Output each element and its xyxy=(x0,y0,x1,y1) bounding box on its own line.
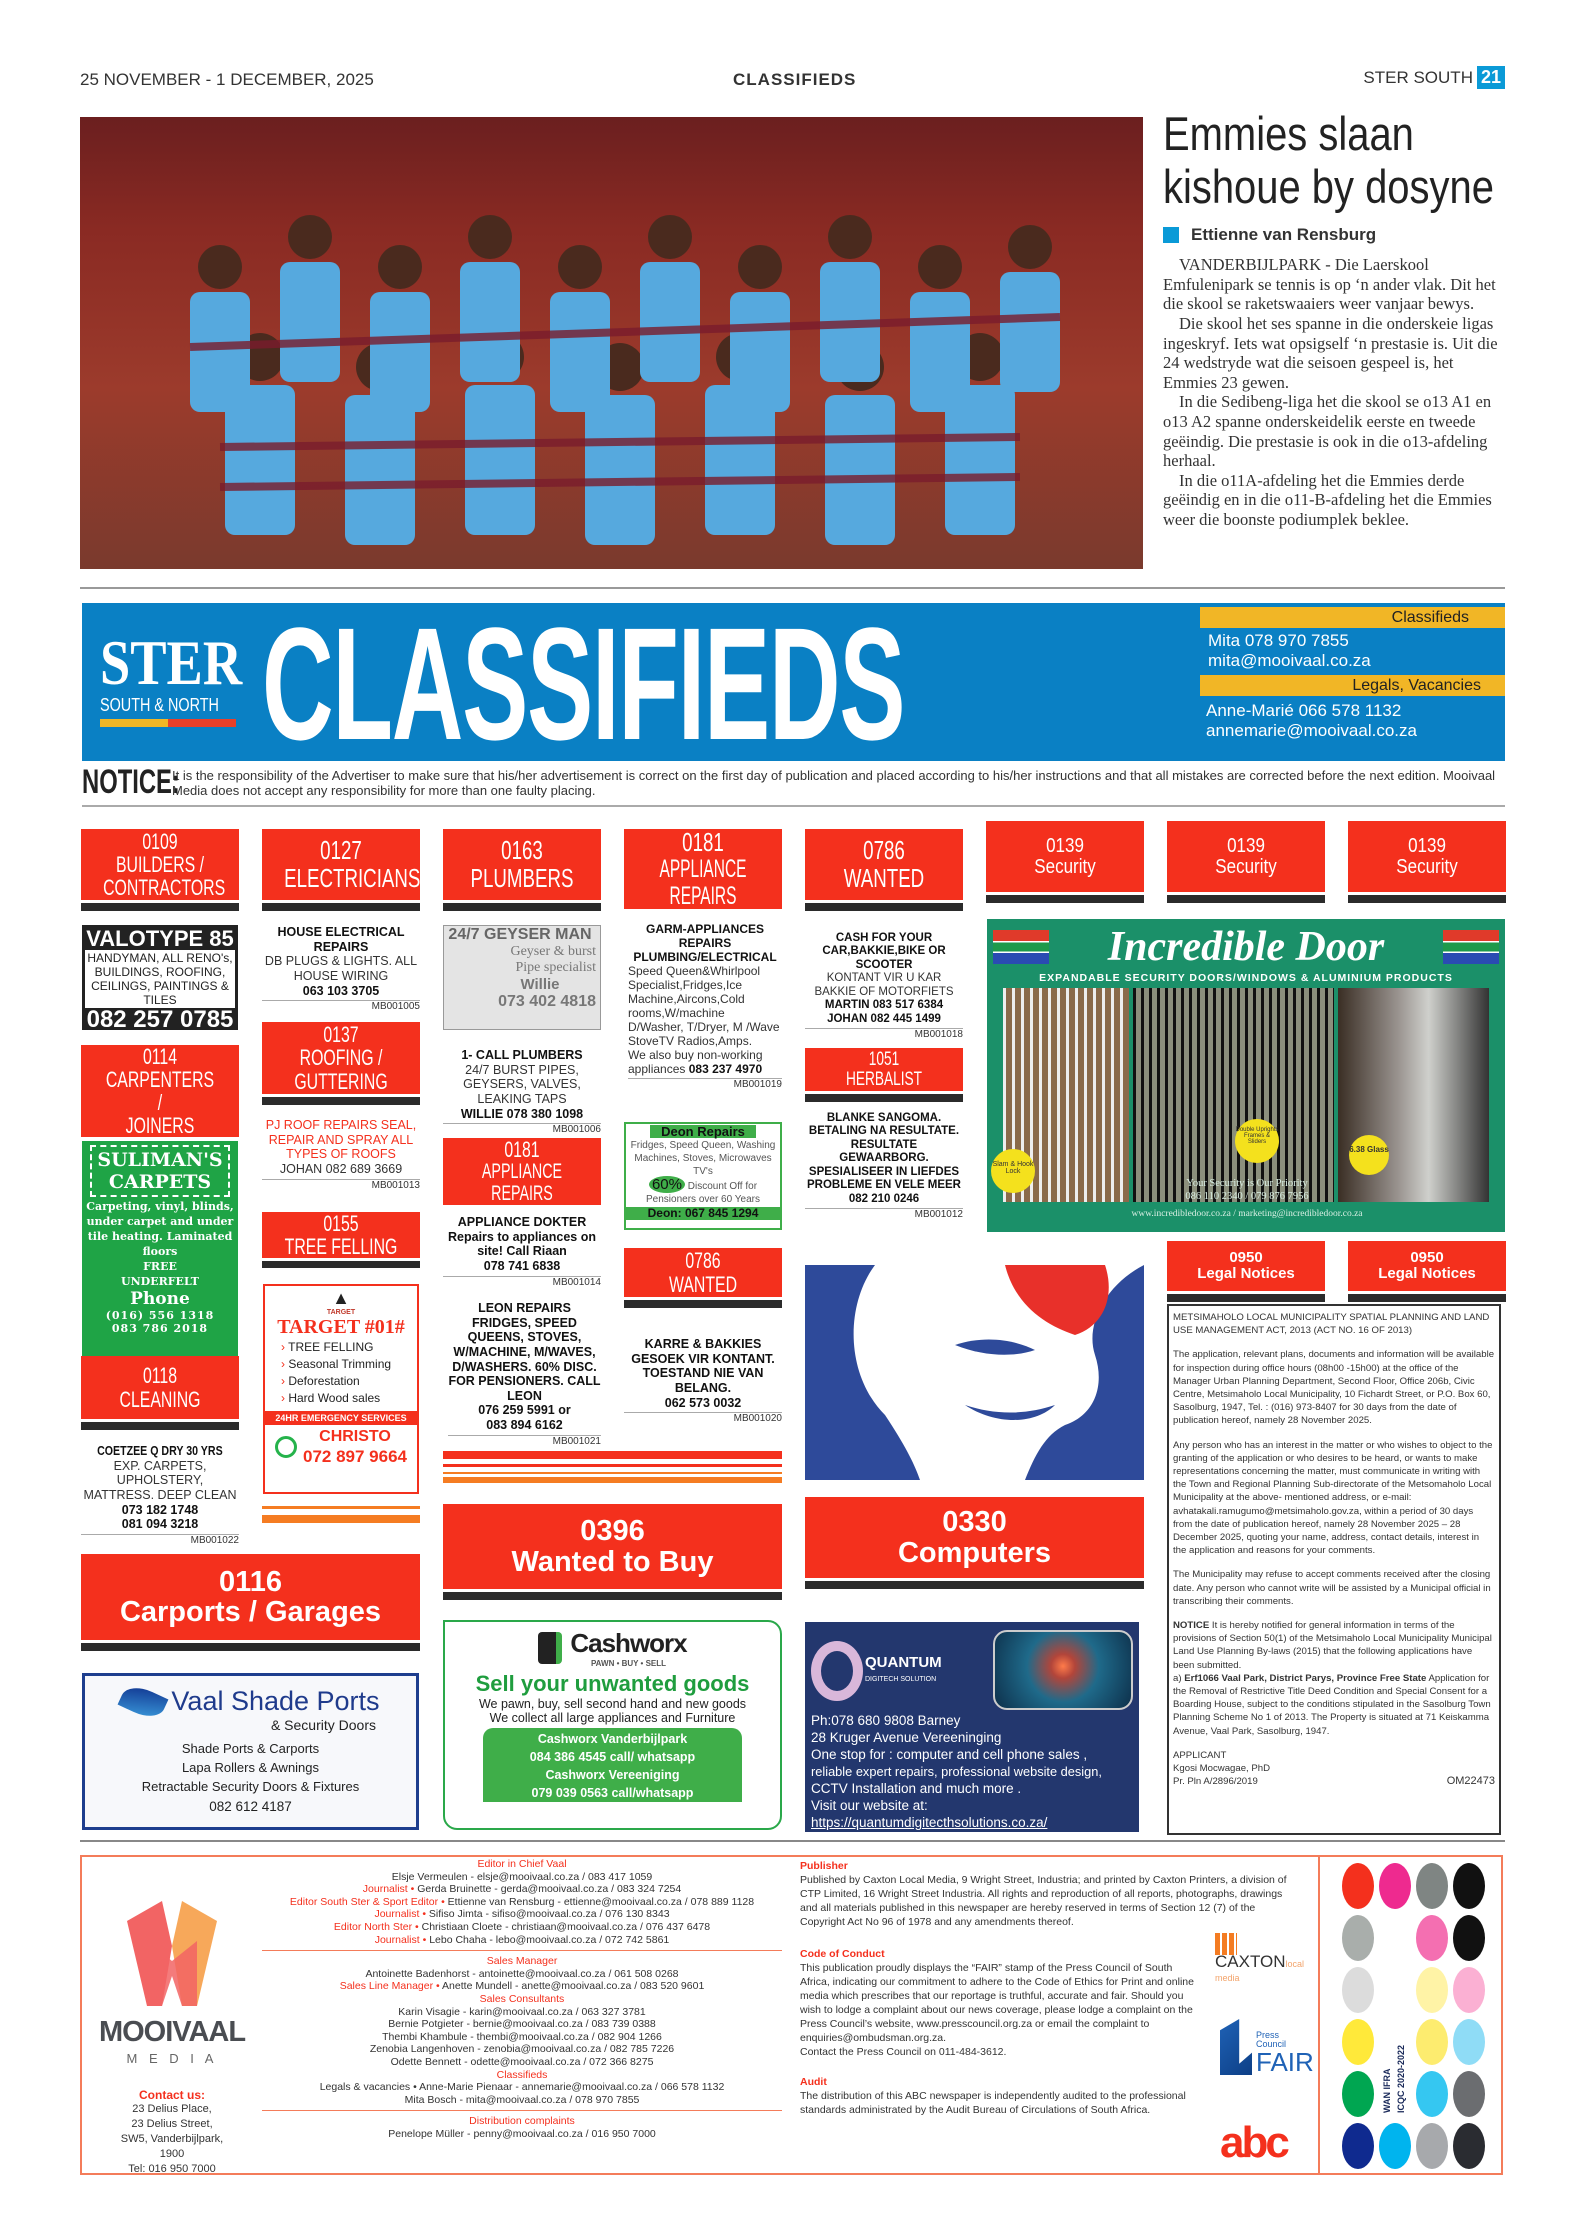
color-swatch xyxy=(1453,1915,1485,1961)
section-header-text: 0139 xyxy=(1408,834,1446,857)
section-header-text: JOINERS xyxy=(125,1113,195,1139)
press-council-fair-logo: Press Council FAIR xyxy=(1220,2019,1314,2075)
section-header-text: 1051 xyxy=(868,1048,900,1070)
ad-vaal-shade-ports: Vaal Shade Ports & Security Doors Shade Ports & Carports Lapa Rollers & Awnings Retractable Security Doors & Fixtures 082 612 4187 xyxy=(82,1673,419,1830)
staff-text: Gerda Bruinette - gerda@mooivaal.co.za / 083 324 7254 xyxy=(417,1883,682,1896)
ster-logo: STER SOUTH & NORTH xyxy=(100,631,240,727)
ad-sangoma: BLANKE SANGOMA. BETALING NA RESULTATE. RESULTATE GEWAARBORG. SPESIALISEER IN LIEFDES PROBLEME EN VELE MEER 082 210 0246 MB001012 xyxy=(807,1112,963,1221)
ad-cashworx: Cashworx PAWN • BUY • SELL Sell your unwanted goods We pawn, buy, sell second hand and new goods We collect all large appliances and Furniture Cashworx Vanderbijlpark 084 386 4545 call/ whatsapp Cashworx Vereeniging 079 039 0563 call/whatsapp xyxy=(443,1620,782,1830)
section-title: CLASSIFIEDS xyxy=(733,70,857,89)
section-header-text: 0114 xyxy=(142,1044,178,1069)
section-header-text: CARPENTERS / xyxy=(105,1067,215,1116)
section-header-text: 0137 xyxy=(323,1022,359,1048)
staff-text: Ettienne van Rensburg - ettienne@mooivaal.co.za / 078 889 1128 xyxy=(447,1895,755,1908)
section-header-text: APPLIANCE REPAIRS xyxy=(481,1160,563,1206)
section-header-text: CLEANING xyxy=(119,1386,201,1412)
color-swatch xyxy=(1416,2019,1448,2065)
color-swatch xyxy=(1342,2123,1374,2169)
section-header-text: Carports / Garages xyxy=(119,1596,382,1628)
classifieds-email[interactable]: mita@mooivaal.co.za xyxy=(1208,651,1371,670)
section-header-text: BUILDERS / xyxy=(115,851,205,877)
staff-text: Sifiso Jimta - sifiso@mooivaal.co.za / 076 130 8343 xyxy=(428,1908,670,1921)
section-header-text: HERBALIST xyxy=(845,1068,923,1090)
section-header-text: 0116 xyxy=(219,1565,282,1598)
article-title: Emmies slaan kishoue by dosyne xyxy=(1163,107,1494,213)
ad-garm-appliances: GARM-APPLIANCES REPAIRS PLUMBING/ELECTRICAL Speed Queen&Whirlpool Specialist,Fridges,Ice Machine,Aircons,Cold rooms,W/machine D/Washer, T/Dryer, M /Wave StoveTV Radios,Amps. We also buy non-working appliances 083 237 4970 MB001019 xyxy=(628,922,782,1091)
team-photo xyxy=(80,117,1143,569)
cashworx-logo-icon xyxy=(538,1632,562,1664)
section-builders xyxy=(81,829,239,911)
color-swatch xyxy=(1416,1967,1448,2013)
article xyxy=(1163,108,1505,530)
staff-text: Editor South Ster & Sport Editor xyxy=(289,1895,439,1908)
classifieds-banner xyxy=(82,603,1505,761)
section-header-text: 0139 xyxy=(1046,834,1084,857)
team-photo-figures xyxy=(80,117,1143,569)
door-photo xyxy=(1133,988,1334,1202)
staff-text: • xyxy=(438,1895,448,1908)
section-header-text: APPLIANCE REPAIRS xyxy=(659,855,747,910)
section-header-text: ELECTRICIANS xyxy=(284,862,421,893)
divider xyxy=(80,587,1505,589)
whatsapp-icon xyxy=(275,1436,297,1458)
circuit-board-photo xyxy=(993,1630,1133,1710)
banner-title: CLASSIFIEDS xyxy=(262,603,905,761)
section-header-text: GUTTERING xyxy=(294,1068,388,1094)
color-swatch xyxy=(1342,1967,1374,2013)
wan-ifra-label: WAN IFRA xyxy=(1382,2068,1392,2113)
section-carpenters xyxy=(81,1044,239,1139)
footer-masthead xyxy=(80,1855,1503,2175)
section-tree-felling xyxy=(262,1212,420,1268)
paper-name: STER SOUTH xyxy=(1363,67,1473,87)
sa-flag-icon xyxy=(993,930,1049,964)
quantum-q-icon xyxy=(811,1641,863,1701)
staff-text: Journalist xyxy=(362,1883,408,1896)
section-header-text: ROOFING / xyxy=(299,1045,383,1071)
face-graphic xyxy=(805,1265,1144,1480)
staff-text: • xyxy=(419,1908,429,1921)
staff-directory: Editor in Chief Vaal Elsje Vermeulen - elsje@mooivaal.co.za / 083 417 1059 Journalist • Gerda Bruinette - gerda@mooivaal.co.za / 083 324 7254 Editor South Ster & Sport Editor • Ettienne van Rensburg - ettienne@mooivaal.co.za / 078 889 1128 Journalist • Sifiso Jimta - sifiso@mooivaal.co.za / 076 130 8343 Editor North Ster • Christiaan Cloete - christiaan@mooivaal.co.za / 076 437 6478 Journalist • Lebo Chaha - lebo@mooivaal.co.za / 072 742 5861 Sales Manager Antoinette Badenhorst - antoinette@mooivaal.co.za / 061 508 0268 Sales Line Manager • Anette Mundell - anette@mooivaal.co.za / 083 520 9601 Sales Consultants Karin Visagie - karin@mooivaal.co.za / 063 327 3781 Bernie Potgieter - bernie@mooivaal.co.za / 083 739 0388 Thembi Khambule - thembi@mooivaal.co.za / 082 904 1266 Zenobia Langenhoven - zenobia@mooivaal.co.za / 082 785 7226 Odette Bennett - odette@mooivaal.co.za / 072 366 8275 Classifieds Legals & vacancies • Anne-Marie Pienaar - annemarie@mooivaal.co.za / 066 578 1132 Mita Bosch - mita@mooivaal.co.za / 078 970 7855 Distribution complaints Penelope Müller - penny@mooivaal.co.za / 016 950 7000 xyxy=(262,1858,782,2140)
caxton-logo: CAXTONlocal media xyxy=(1215,1933,1320,1985)
page-number: 21 xyxy=(1477,66,1505,89)
legals-email[interactable]: annemarie@mooivaal.co.za xyxy=(1206,721,1417,740)
section-header-text: WANTED xyxy=(668,1271,738,1297)
section-header-text: Legal Notices xyxy=(1378,1265,1476,1282)
section-header-text: Computers xyxy=(897,1536,1052,1569)
color-swatch xyxy=(1453,1967,1485,2013)
mooivaal-logo: MOOIVAAL M E D I A Contact us: 23 Delius Place, 23 Delius Street, SW5, Vanderbijlpark, 1900 Tel: 016 950 7000 xyxy=(82,1857,262,2175)
section-header-text: Wanted to Buy xyxy=(511,1545,714,1578)
ad-deon-repairs: Deon Repairs Fridges, Speed Queen, Washing Machines, Stoves, Microwaves TV's 60% Discount Off for Pensioners over 60 Years Deon: 067 845 1294 xyxy=(624,1122,782,1230)
staff-text: Sales Line Manager xyxy=(339,1980,434,1993)
section-legal-notices xyxy=(1348,1241,1506,1302)
section-cleaning xyxy=(81,1356,239,1430)
staff-text: • xyxy=(419,1933,430,1946)
section-security xyxy=(1167,821,1325,903)
staff-text: Lebo Chaha - lebo@mooivaal.co.za / 072 742 5861 xyxy=(429,1933,670,1946)
staff-text: • xyxy=(412,1920,422,1933)
page-label xyxy=(1363,66,1505,89)
section-appliance-repairs xyxy=(443,1137,601,1206)
ad-cash-for-car: CASH FOR YOUR CAR,BAKKIE,BIKE OR SCOOTER KONTANT VIR U KAR BAKKIE OF MOTORFIETS MARTIN 083 517 6384 JOHAN 082 445 1499 MB001018 xyxy=(805,932,963,1041)
distribution-contact: Penelope Müller - penny@mooivaal.co.za / 016 950 7000 xyxy=(388,2127,656,2140)
notice: NOTICE: It is the responsibility of the Advertiser to make sure that his/her advertisement is correct on the first day of publication and placed according to his/her instructions and that all mistakes are corrected before the next edition. Mooivaal Media does not accept any responsibility for more than one faulty placing. xyxy=(82,763,1496,801)
section-carports-garages xyxy=(81,1554,420,1651)
ad-geyser-man: 24/7 GEYSER MAN Geyser & burst Pipe specialist Willie 073 402 4818 xyxy=(443,925,601,1030)
color-swatch xyxy=(1342,1863,1374,1909)
section-header-text: Security xyxy=(1396,855,1458,878)
section-header-text: 0786 xyxy=(863,835,905,866)
section-header-text: 0950 xyxy=(1410,1249,1444,1267)
color-swatch xyxy=(1342,1915,1374,1961)
ad-target-tree-felling: ▲ TARGET TARGET #01# › TREE FELLING › Seasonal Trimming › Deforestation › Hard Wood sales 24HR EMERGENCY SERVICES CHRISTO 072 897 9664 xyxy=(263,1284,419,1494)
publisher-info: Publisher Published by Caxton Local Media, 9 Wright Street, Industria; and printed by Caxton Printers, a division of CTP Limited, 16 Wright Street Industria. All rights and reproduction of all reports, photographs, drawings and all materials published in this newspaper are hereby reserved in terms of Section 12 (7) of the Copyright Act No 96 of 1978 and any amendments thereof. CAXTONlocal media Code of Conduct This publication proudly displays the “FAIR” stamp of the Press Council of South Africa, indicating our commitment to adhere to the Code of Ethics for Print and online media which prescribes that our reportage is truthful, accurate and fair. Should you wish to lodge a complaint about our news coverage, please lodge a complaint on the Press Council’s website, www.presscouncil.org.za or email the complaint to enquiries@ombudsman.org.za. Contact the Press Council on 011-484-3612. Press Council FAIR Audit The distribution of this ABC newspaper is independently audited to the professional standards administrated by the Audit Bureau of Circulations of South Africa. abc xyxy=(800,1859,1320,2117)
section-header-text: 0181 xyxy=(504,1137,540,1162)
ad-sulimans-carpets: SULIMAN'S CARPETS Carpeting, vinyl, blinds, under carpet and under tile heating. Laminated floors FREE UNDERFELT Phone (016) 556 1318 083 786 2018 xyxy=(82,1141,238,1356)
section-header-text: PLUMBERS xyxy=(470,862,574,893)
section-header-text: Legal Notices xyxy=(1197,1265,1295,1282)
ad-1-call-plumbers: 1- CALL PLUMBERS 24/7 BURST PIPES, GEYSERS, VALVES, LEAKING TAPS WILLIE 078 380 1098 MB001006 xyxy=(443,1048,601,1136)
section-header-text: 0396 xyxy=(580,1515,645,1548)
section-header-text: 0181 xyxy=(682,827,724,857)
legal-notice-metsimaholo: METSIMAHOLO LOCAL MUNICIPALITY SPATIAL PLANNING AND LAND USE MANAGEMENT ACT, 2013 (ACT NO. 16 OF 2013) The application, relevant plans, documents and information will be available for inspection during office hours (08h00 -15h00) at the office of the Manager Urban Planning Department, Second Floor, Office 206b, Civic Centre, Metsimaholo Local Municipality, 10 Fichardt Street, or P.O. Box 60, Sasolburg, 1947, Tel. : (016) 973-8407 for 30 days from the date of publication hereof, namely 28 November 2025. Any person who has an interest in the matter or who wishes to object to the granting of the application or who desires to be heard, or wants to make representations concerning the matter, must communicate in writing with the Town and Regional Planning Sub-directorate of the Metsomaholo Local Municipality at the above- mentioned address, or e-mail: avhatakali.ramugumo@metsimaholo.gov.za, within a period of 30 days from the date of publication hereof, namely 28 November 2025 – 28 December 2025, quoting your name, address, contact details, interest in the application and reasons for your comments. The Municipality may refuse to accept comments received after the closing date. Any person who cannot write will be assisted by a Municipal official in transcribing their comments. NOTICE It is hereby notified for general information in terms of the provisions of Section 50(1) of the Metsimaholo Local Municipality Municipal Land Use Planning By-laws (2015) that the following applications have been submitted. a) Erf1066 Vaal Park, District Parys, Province Free State Application for the Removal of Restrictive Title Deed Condition and Special Consent for a Boarding House, subject to the conditions stipulated in the Sasolburg Town Planning Scheme No 1 of 2013. The Property is situated at 71 Keiskamma Avenue, Vaal Park, Sasolburg, 1947. APPLICANT Kgosi Mocwagae, PhD Pr. Pln A/2896/2019 OM22473 xyxy=(1167,1304,1501,1835)
section-header-text: 0950 xyxy=(1229,1249,1263,1267)
color-swatch xyxy=(1453,1863,1485,1909)
ad-appliance-dokter: APPLIANCE DOKTER Repairs to appliances on site! Call Riaan 078 741 6838 MB001014 xyxy=(443,1215,601,1288)
section-wanted xyxy=(624,1248,782,1308)
color-calibration-strip xyxy=(1318,1857,1503,2173)
mooivaal-logo-icon xyxy=(117,1891,227,2011)
section-header-text: Security xyxy=(1215,855,1277,878)
face-illustration xyxy=(805,1265,1144,1480)
article-body: VANDERBIJLPARK - Die Laerskool Emfulenipark se tennis is op ‘n ander vlak. Dit het die skool se raketswaaiers weer vanjaar bewys. Die skool het ses spanne in die onderskeie ligas ingeskryf. Iets wat opsigself ‘n prestasie is. Uit die 24 wedstryde wat die seisoen gespeel is, het Emmies 23 gewen. In die Sedibeng-liga het die skool se o13 A1 en o13 A2 spanne onderskeidelik eerste en tweede geëindig. Die prestasie is ook in die o13-afdeling herhaal. In die o11A-afdeling het die Emmies derde geëindig en in die o11-B-afdeling het die Emmies weer die boonste podiumplek beklee. xyxy=(1163,255,1498,529)
section-computers xyxy=(805,1497,1144,1589)
color-swatch xyxy=(1342,2071,1374,2117)
staff-text: Journalist xyxy=(374,1933,420,1946)
ad-incredible-door: Incredible Door EXPANDABLE SECURITY DOORS/WINDOWS & ALUMINIUM PRODUCTS Slam & Hook Lock Double Uprights Frames & Sliders 6.38 Glass Your Security is Our Priority 086 110 2340 / 079 876 7956 www.incredibledoor.co.za / marketing@incredibledoor.co.za xyxy=(987,919,1505,1232)
section-header-text: 0786 xyxy=(685,1248,721,1274)
color-swatch xyxy=(1453,2019,1485,2065)
orange-stripes xyxy=(443,1451,782,1483)
ad-valotype: VALOTYPE 85 HANDYMAN, ALL RENO's, BUILDINGS, ROOFING, CEILINGS, PAINTINGS & TILES 082 257 0785 xyxy=(82,925,238,1030)
icqc-label: ICQC 2020-2022 xyxy=(1396,2044,1406,2113)
staff-text: Journalist xyxy=(374,1908,420,1921)
section-header-text: 0139 xyxy=(1227,834,1265,857)
staff-text: Editor North Ster xyxy=(333,1920,413,1933)
section-header-text: WANTED xyxy=(843,862,925,893)
color-swatch xyxy=(1416,1915,1448,1961)
color-swatch xyxy=(1416,2123,1448,2169)
section-security xyxy=(1348,821,1506,903)
color-swatch xyxy=(1453,2071,1485,2117)
section-herbalist xyxy=(805,1048,963,1102)
section-electricians xyxy=(262,829,420,911)
section-header-text: TREE FELLING xyxy=(284,1234,398,1260)
tree-icon: ▲ xyxy=(332,1288,350,1308)
divider xyxy=(80,1840,1505,1842)
staff-text: Anette Mundell - anette@mooivaal.co.za / 083 520 9601 xyxy=(442,1980,705,1993)
banner-contacts: Classifieds Mita 078 970 7855 mita@mooivaal.co.za Legals, Vacancies Anne-Marié 066 578 1132 annemarie@mooivaal.co.za xyxy=(1200,603,1505,741)
section-plumbers xyxy=(443,829,601,911)
orange-stripes xyxy=(262,1506,420,1532)
section-header-text: CONTRACTORS xyxy=(103,875,226,901)
staff-text: • xyxy=(407,1883,418,1896)
color-swatch xyxy=(1342,2019,1374,2065)
ad-house-electrical: HOUSE ELECTRICAL REPAIRS DB PLUGS & LIGHTS. ALL HOUSE WIRING 063 103 3705 MB001005 xyxy=(262,925,420,1013)
section-header-text: 0163 xyxy=(501,835,543,866)
section-header-text: 0109 xyxy=(142,828,178,854)
ad-quantum: QUANTUM DIGITECH SOLUTION Ph:078 680 9808 Barney 28 Kruger Avenue Vereeninging One stop for : computer and cell phone sales , reliable expert repairs, professional website design, CCTV Installation and much more . Visit our website at: https://quantumdigitecthsolutions.co.za/ xyxy=(805,1622,1139,1832)
section-security xyxy=(986,821,1144,903)
section-header-text: 0330 xyxy=(942,1506,1007,1539)
staff-text: • xyxy=(433,1980,443,1993)
color-swatch xyxy=(1379,1863,1411,1909)
section-header-text: 0118 xyxy=(142,1363,178,1389)
section-wanted xyxy=(805,829,963,911)
staff-text: Christiaan Cloete - christiaan@mooivaal.co.za / 076 437 6478 xyxy=(421,1920,711,1933)
divider xyxy=(82,805,1505,807)
quantum-website-link[interactable]: https://quantumdigitecthsolutions.co.za/ xyxy=(811,1815,1048,1830)
section-roofing xyxy=(262,1022,420,1105)
section-header-text: 0127 xyxy=(320,835,362,866)
color-swatch xyxy=(1453,2123,1485,2169)
section-header-text: 0155 xyxy=(323,1211,359,1236)
section-appliance-repairs xyxy=(624,829,782,911)
press-council-icon xyxy=(1220,2019,1252,2075)
ad-coetzee: COETZEE Q DRY 30 YRS EXP. CARPETS, UPHOLSTERY, MATTRESS. DEEP CLEAN 073 182 1748 081 094 3218 MB001022 xyxy=(81,1444,239,1546)
section-header-text: Security xyxy=(1034,855,1096,878)
section-wanted-to-buy xyxy=(443,1504,782,1600)
issue-date: 25 NOVEMBER - 1 DECEMBER, 2025 xyxy=(80,70,374,89)
ad-leon-repairs: LEON REPAIRS FRIDGES, SPEED QUEENS, STOVES, W/MACHINE, M/WAVES, D/WASHERS. 60% DISC. FOR PENSIONERS. CALL LEON 076 259 5991 or 083 894 6162 MB001021 xyxy=(448,1301,601,1447)
ad-karre-bakkies: KARRE & BAKKIES GESOEK VIR KONTANT. TOESTAND NIE VAN BELANG. 062 573 0032 MB001020 xyxy=(624,1337,782,1425)
section-legal-notices xyxy=(1167,1241,1325,1302)
sa-flag-icon xyxy=(1443,930,1499,964)
byline-square-icon xyxy=(1163,227,1179,243)
color-swatch xyxy=(1416,1863,1448,1909)
color-swatch xyxy=(1379,2123,1411,2169)
color-swatch xyxy=(1416,2071,1448,2117)
ad-pj-roof: PJ ROOF REPAIRS SEAL, REPAIR AND SPRAY ALL TYPES OF ROOFS JOHAN 082 689 3669 MB001013 xyxy=(262,1118,420,1191)
byline: Ettienne van Rensburg xyxy=(1163,225,1505,245)
abc-logo: abc xyxy=(1220,2118,1287,2167)
